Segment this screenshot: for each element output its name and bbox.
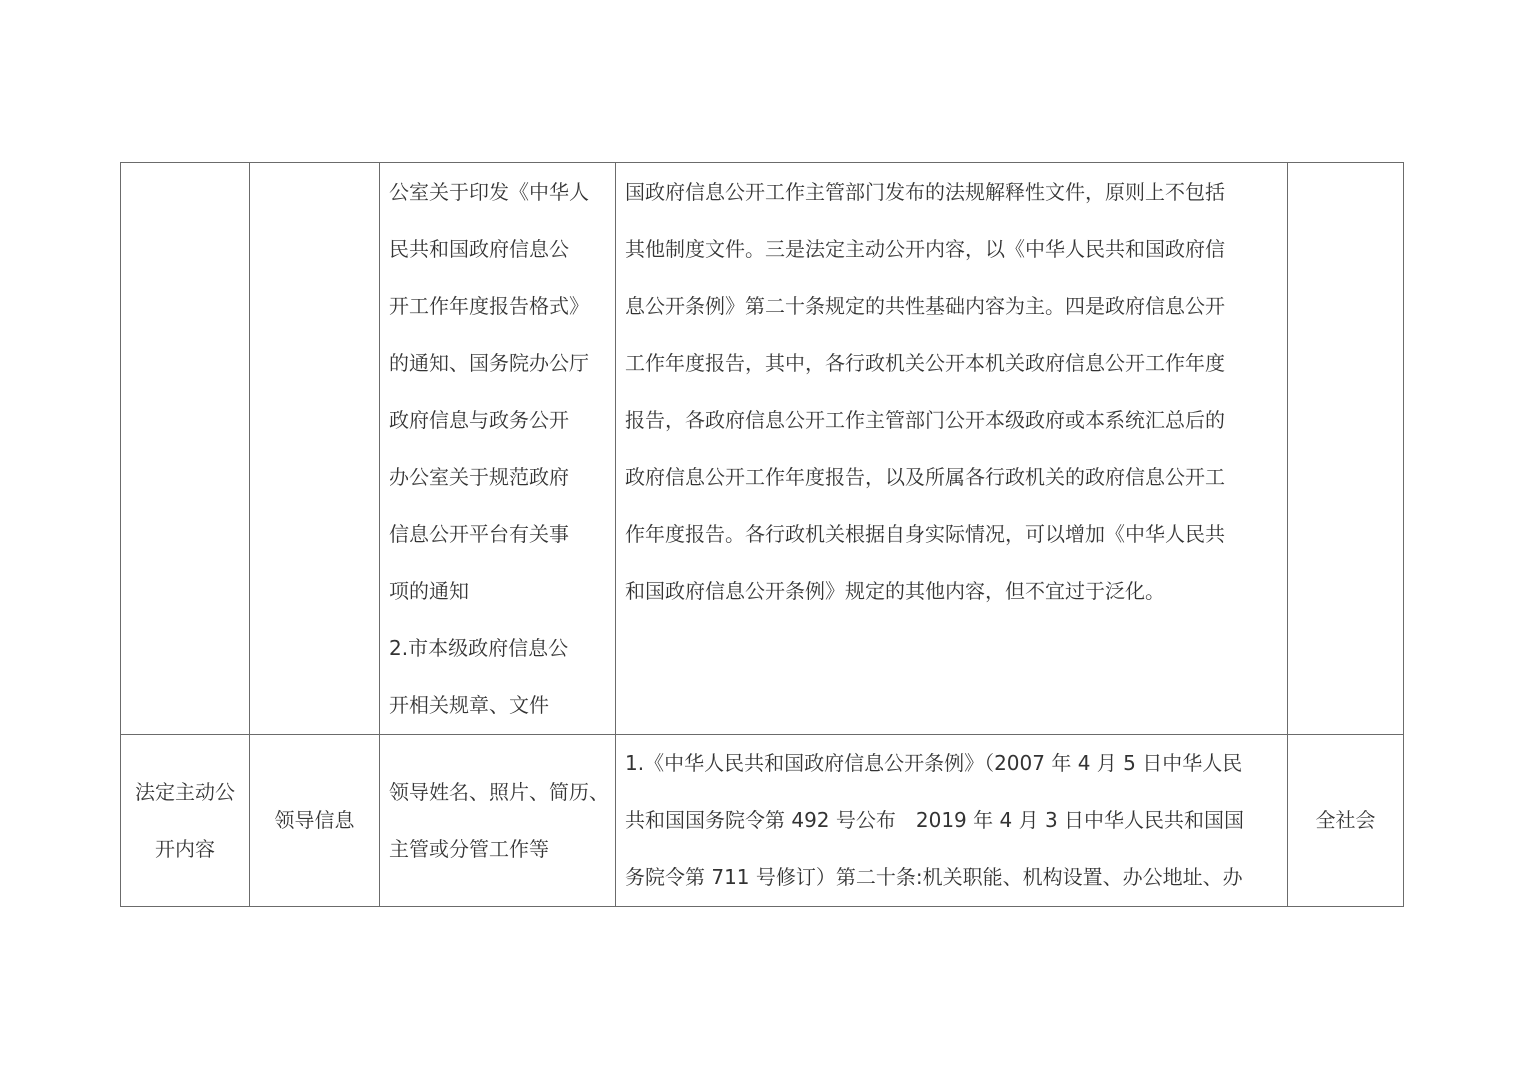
content-line: 信息公开平台有关事 (389, 522, 569, 546)
basis-cell (616, 735, 1288, 907)
content-line: 主管或分管工作等 (389, 836, 549, 861)
basis-cell (616, 163, 1288, 735)
basis-line: 其他制度文件。三是法定主动公开内容，以《中华人民共和国政府信 (625, 237, 1225, 261)
content-line: 政府信息与政务公开 (389, 408, 569, 432)
content-cell (380, 163, 616, 735)
item-label: 领导信息 (274, 808, 355, 832)
content-line: 办公室关于规范政府 (389, 465, 569, 489)
basis-line: 1.《中华人民共和国政府信息公开条例》（2007 年 4 月 5 日中华人民 (625, 751, 1243, 775)
content-line: 项的通知 (389, 579, 469, 603)
table-row-leader-info (121, 735, 1404, 907)
content-line: 开工作年度报告格式》 (389, 294, 589, 318)
content-cell (380, 735, 616, 907)
content-line: 开相关规章、文件 (389, 693, 549, 717)
category-line: 法定主动公 (135, 779, 235, 804)
basis-line: 务院令第 711 号修订）第二十条:机关职能、机构设置、办公地址、办 (625, 865, 1243, 889)
category-cell-empty (121, 163, 250, 735)
category-line: 开内容 (155, 836, 215, 861)
item-cell-empty (250, 163, 380, 735)
table-row-continuation (121, 163, 1404, 735)
basis-line: 工作年度报告，其中，各行政机关公开本机关政府信息公开工作年度 (625, 351, 1225, 375)
basis-line: 报告，各政府信息公开工作主管部门公开本级政府或本系统汇总后的 (625, 408, 1225, 432)
basis-line: 政府信息公开工作年度报告，以及所属各行政机关的政府信息公开工 (625, 465, 1225, 489)
category-cell (121, 735, 250, 907)
content-line: 2.市本级政府信息公 (389, 636, 569, 660)
basis-line: 作年度报告。各行政机关根据自身实际情况，可以增加《中华人民共 (625, 522, 1225, 546)
audience-cell (1288, 735, 1404, 907)
audience-label: 全社会 (1315, 808, 1376, 832)
content-line: 的通知、国务院办公厅 (389, 351, 589, 375)
basis-line: 和国政府信息公开条例》规定的其他内容，但不宜过于泛化。 (625, 579, 1165, 603)
basis-line: 共和国国务院令第 492 号公布 2019 年 4 月 3 日中华人民共和国国 (625, 808, 1245, 832)
document-table (120, 162, 1404, 907)
basis-line: 国政府信息公开工作主管部门发布的法规解释性文件，原则上不包括 (625, 180, 1225, 204)
content-line: 公室关于印发《中华人 (389, 180, 589, 204)
item-cell (250, 735, 380, 907)
audience-cell-empty (1288, 163, 1404, 735)
basis-line: 息公开条例》第二十条规定的共性基础内容为主。四是政府信息公开 (625, 294, 1225, 318)
content-line: 领导姓名、照片、简历、 (389, 779, 609, 804)
content-line: 民共和国政府信息公 (389, 237, 569, 261)
